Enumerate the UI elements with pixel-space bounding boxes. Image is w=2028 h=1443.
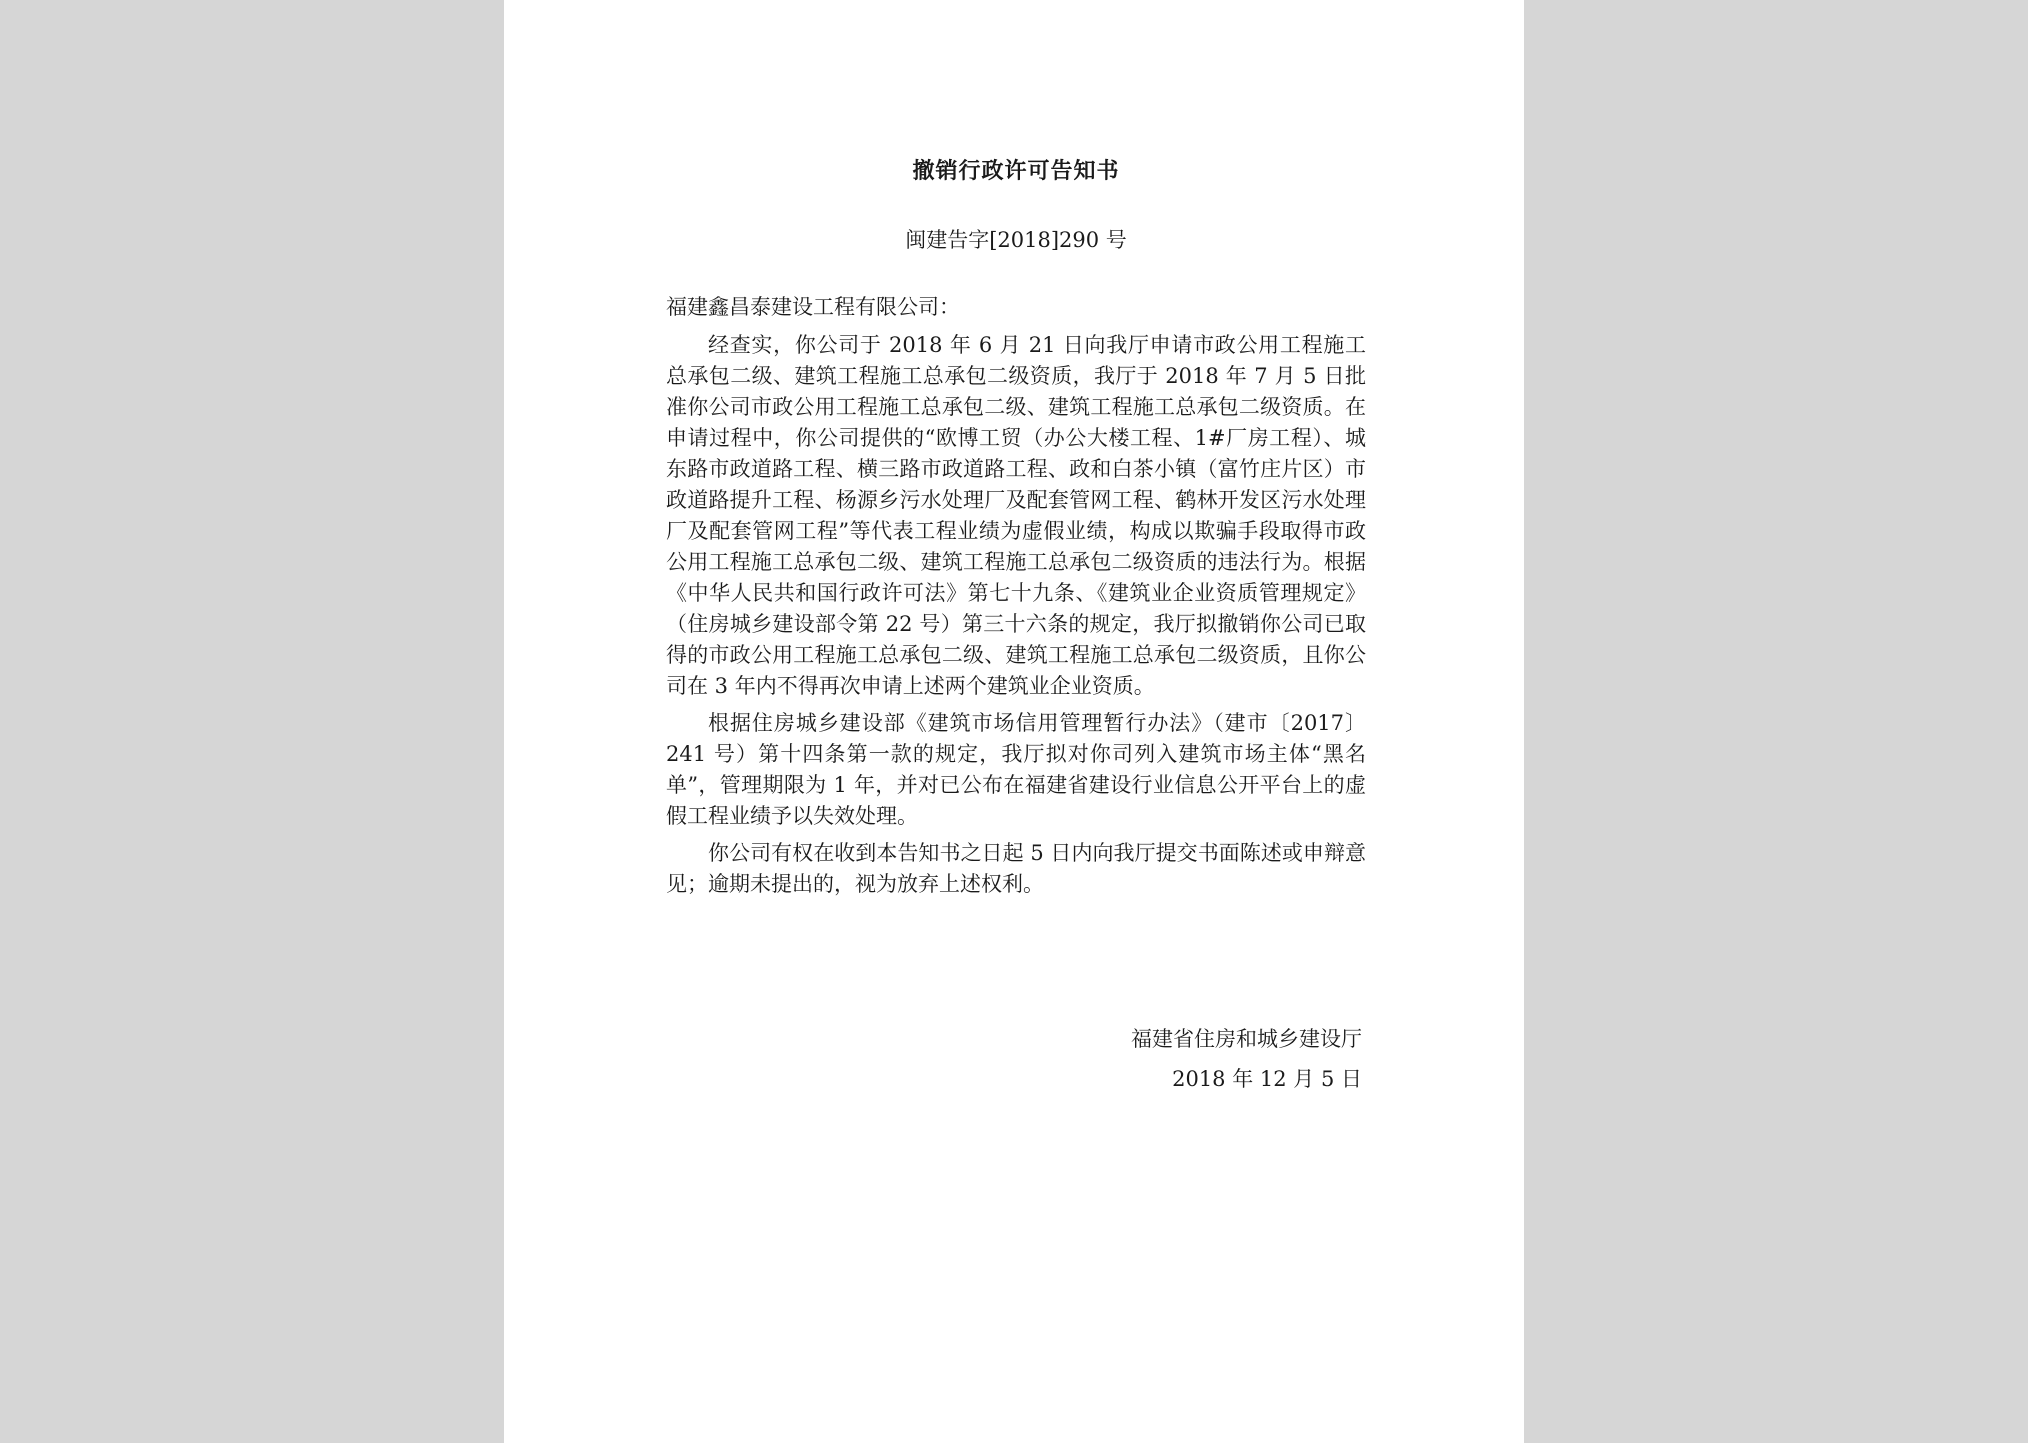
body-paragraph: 经查实，你公司于 2018 年 6 月 21 日向我厅申请市政公用工程施工总承包二级、建筑工程施工总承包二级资质，我厅于 2018 年 7 月 5 日批准你公司市政公用工程施工总承包二级、建筑工程施工总承包二级资质。在申请过程中，你公司提供的“欧博工贸（办公大楼工程、1#厂房工程）、城东路市政道路工程、横三路市政道路工程、政和白茶小镇（富竹庄片区）市政道路提升工程、杨源乡污水处理厂及配套管网工程、鹤林开发区污水处理厂及配套管网工程”等代表工程业绩为虚假业绩，构成以欺骗手段取得市政公用工程施工总承包二级、建筑工程施工总承包二级资质的违法行为。根据《中华人民共和国行政许可法》第七十九条、《建筑业企业资质管理规定》（住房城乡建设部令第 22 号）第三十六条的规定，我厅拟撤销你公司已取得的市政公用工程施工总承包二级、建筑工程施工总承包二级资质，且你公司在 3 年内不得再次申请上述两个建筑业企业资质。 — [666, 333, 1366, 698]
body-paragraph: 你公司有权在收到本告知书之日起 5 日内向我厅提交书面陈述或申辩意见；逾期未提出的，视为放弃上述权利。 — [666, 841, 1366, 896]
issuer-name: 福建省住房和城乡建设厅 — [1131, 1027, 1362, 1051]
recipient-line: 福建鑫昌泰建设工程有限公司： — [666, 295, 960, 319]
document-title: 撤销行政许可告知书 — [912, 158, 1120, 184]
signoff-block — [666, 1019, 1366, 1099]
document-body — [666, 330, 1366, 906]
issue-date: 2018 年 12 月 5 日 — [1172, 1067, 1362, 1091]
document-number: 闽建告字[2018]290 号 — [905, 228, 1127, 252]
document-page — [504, 0, 1524, 1443]
body-paragraph: 根据住房城乡建设部《建筑市场信用管理暂行办法》（建市〔2017〕241 号）第十四条第一款的规定，我厅拟对你司列入建筑市场主体“黑名单”，管理期限为 1 年，并对已公布在福建省建设行业信息公开平台上的虚假工程业绩予以失效处理。 — [666, 711, 1366, 828]
